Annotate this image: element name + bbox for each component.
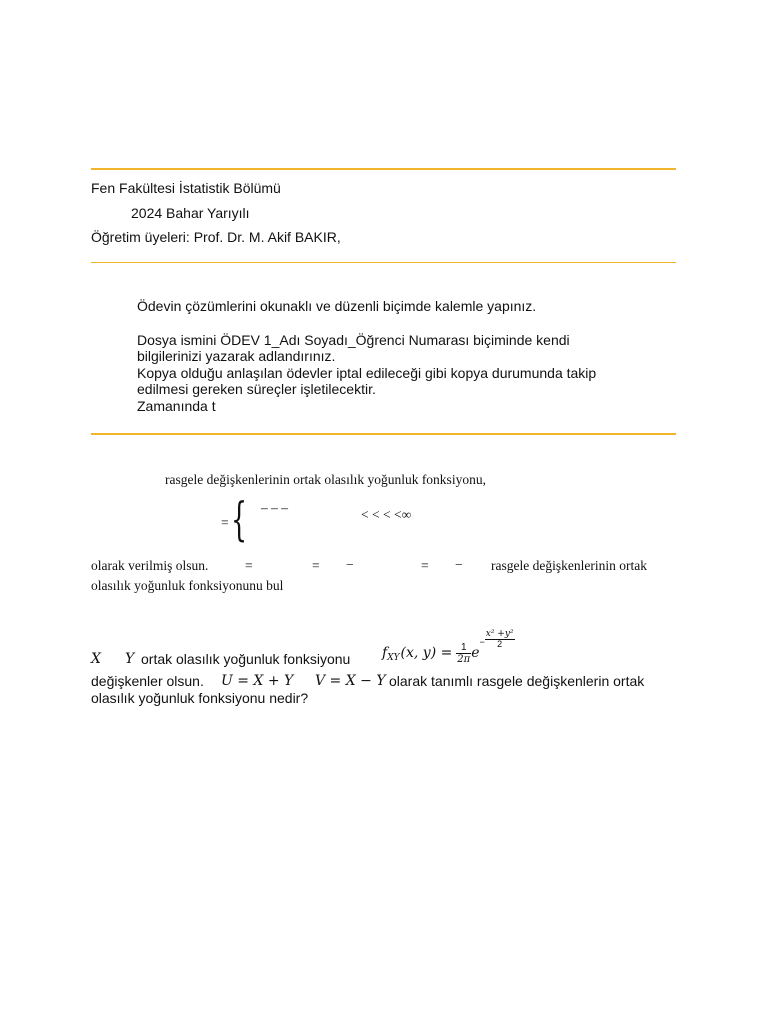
formula-frac-numerator: 1 bbox=[456, 642, 471, 654]
formula-e: e bbox=[471, 645, 480, 661]
formula-args: (x, y) = bbox=[400, 645, 453, 661]
q2-var-y: Y bbox=[125, 651, 135, 667]
q2-u-definition: U = X + Y bbox=[221, 673, 294, 689]
instructors-line: Öğretim üyeleri: Prof. Dr. M. Akif BAKIR, bbox=[91, 229, 341, 245]
formula-f-subscript: XY bbox=[387, 653, 400, 663]
q1-brace: { bbox=[231, 492, 248, 546]
faculty-line: Fen Fakültesi İstatistik Bölümü bbox=[91, 180, 281, 196]
q1-intro: rasgele değişkenlerinin ortak olasılık yoğunluk fonksiyonu, bbox=[165, 472, 486, 487]
q1-eq3: = bbox=[421, 558, 429, 573]
q1-eq1: = bbox=[245, 558, 253, 573]
q1-minus-signs: – – – bbox=[261, 500, 288, 515]
q1-eq2: = bbox=[312, 558, 320, 573]
instruction-line-3b: edilmesi gereken süreçler işletilecektir. bbox=[137, 381, 376, 397]
q2-text2: değişkenler olsun. bbox=[91, 673, 204, 689]
q1-minus1: − bbox=[346, 557, 354, 572]
formula-exp-numerator: x² +y² bbox=[485, 629, 514, 639]
q2-text3: olarak tanımlı rasgele değişkenlerin ortak bbox=[389, 673, 645, 689]
q1-line2-start: olarak verilmiş olsun. bbox=[91, 558, 209, 573]
q1-equals: = bbox=[221, 515, 229, 530]
q2-v-definition: V = X − Y bbox=[315, 673, 386, 689]
header-divider bbox=[91, 262, 676, 263]
q2-density-formula bbox=[382, 629, 515, 672]
term-line: 2024 Bahar Yarıyılı bbox=[131, 205, 250, 221]
instruction-line-4: Zamanında t bbox=[137, 398, 216, 414]
q2-text1: ortak olasılık yoğunluk fonksiyonu bbox=[141, 651, 351, 667]
formula-fraction bbox=[456, 642, 471, 665]
formula-exponent-sign: − bbox=[479, 637, 485, 647]
instructions-divider bbox=[91, 433, 676, 435]
formula-f: f bbox=[382, 645, 388, 661]
instruction-line-3a: Kopya olduğu anlaşılan ödevler iptal edileceği gibi kopya durumunda takip bbox=[137, 365, 597, 381]
q1-inequalities: < < < <∞ bbox=[361, 507, 412, 522]
formula-frac-denominator: 2π bbox=[457, 653, 471, 665]
q1-line3: olasılık yoğunluk fonksiyonunu bul bbox=[91, 578, 284, 593]
q1-line2-end: rasgele değişkenlerinin ortak bbox=[491, 558, 647, 573]
q2-text4: olasılık yoğunluk fonksiyonu nedir? bbox=[91, 690, 309, 706]
q1-minus2: − bbox=[455, 557, 463, 572]
top-divider bbox=[91, 168, 676, 170]
formula-exponent bbox=[485, 630, 515, 649]
instruction-line-2a: Dosya ismini ÖDEV 1_Adı Soyadı_Öğrenci Numarası biçiminde kendi bbox=[137, 332, 570, 348]
formula-exp-denominator: 2 bbox=[497, 639, 503, 649]
q2-var-x: X bbox=[91, 651, 101, 667]
instruction-line-1: Ödevin çözümlerini okunaklı ve düzenli biçimde kalemle yapınız. bbox=[137, 298, 537, 314]
instruction-line-2b: bilgilerinizi yazarak adlandırınız. bbox=[137, 348, 336, 364]
